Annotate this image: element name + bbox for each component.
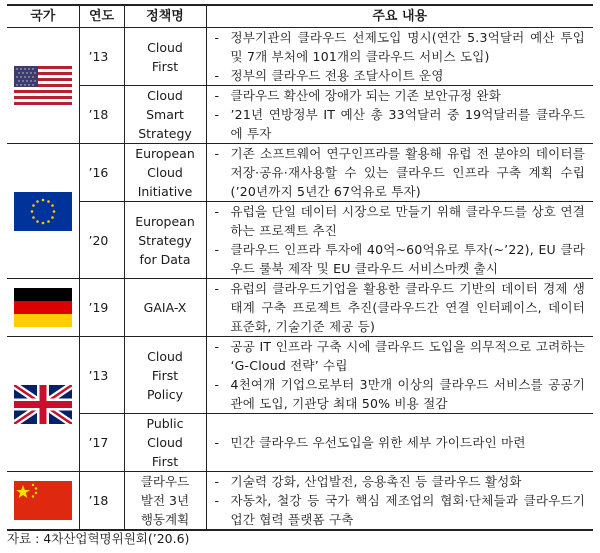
policy-cell bbox=[124, 202, 206, 279]
item-text: 기존 소프트웨어 연구인프라를 활용해 유럽 전 분야의 데이터를 저장·공유·재사용할 수 있는 클라우드 인프라 구축 계획 수립(’20년까지 5년간 67억유로 투자) bbox=[230, 146, 585, 199]
table-row bbox=[7, 472, 593, 531]
item-text: 민간 클라우드 우선도입을 위한 세부 가이드라인 마련 bbox=[230, 435, 526, 450]
item-text: ’21년 연방정부 IT 예산 총 33억달러 중 19억달러를 클라우드에 투자 bbox=[230, 107, 585, 141]
table-row bbox=[7, 279, 593, 337]
table-row bbox=[7, 144, 593, 202]
item-text: 클라우드 확산에 장애가 되는 기존 보안규정 완화 bbox=[230, 88, 502, 103]
policy-line: European bbox=[135, 213, 195, 229]
item-text: 클라우드 인프라 투자에 40억~60억유로 투자(~’22), EU 클라우드 룰북 제작 및 EU 클라우드 서비스마켓 출시 bbox=[230, 242, 585, 276]
policy-line: 클라우드 bbox=[140, 474, 190, 489]
bullet: - bbox=[214, 204, 220, 219]
bullet: - bbox=[214, 474, 220, 489]
policy-cell bbox=[124, 144, 206, 202]
bullet: - bbox=[214, 339, 220, 354]
policy-line: Strategy bbox=[138, 126, 192, 141]
list-item bbox=[215, 472, 586, 491]
eu-flag-icon bbox=[14, 192, 72, 231]
policy-line: Strategy bbox=[138, 232, 192, 248]
content-cell bbox=[206, 337, 593, 414]
policy-table bbox=[7, 4, 593, 531]
bullet: - bbox=[214, 68, 220, 83]
source-caption: 자료 : 4차산업혁명위원회(’20.6) bbox=[7, 531, 190, 546]
policy-cell bbox=[124, 472, 206, 531]
policy-line: Cloud bbox=[147, 39, 183, 55]
policy-line: Policy bbox=[147, 386, 183, 402]
header-policy: 정책명 bbox=[124, 5, 206, 28]
policy-line: 발전 3년 bbox=[140, 493, 190, 508]
item-text: 4천여개 기업으로부터 3만개 이상의 클라우드 서비스를 공공기관에 도입, 기관당 최대 50% 비용 절감 bbox=[230, 377, 585, 411]
item-text: 정부기관의 클라우드 선제도입 명시(연간 5.3억달러 예산 투입 및 7개 부처에 101개의 클라우드 서비스 도입) bbox=[230, 30, 585, 64]
policy-cell bbox=[124, 279, 206, 337]
bullet: - bbox=[214, 435, 220, 450]
policy-line: Cloud bbox=[147, 435, 183, 450]
list-item bbox=[215, 491, 586, 529]
policy-line: Smart bbox=[146, 107, 184, 122]
content-cell bbox=[206, 86, 593, 144]
cn-flag-icon bbox=[14, 481, 72, 520]
country-cell-eu bbox=[7, 144, 79, 279]
list-item bbox=[215, 240, 586, 278]
year-cell: ’19 bbox=[79, 279, 124, 337]
list-item bbox=[215, 202, 586, 240]
list-item bbox=[215, 86, 586, 105]
bullet: - bbox=[214, 493, 220, 508]
policy-line: European bbox=[135, 146, 195, 161]
policy-cell bbox=[124, 86, 206, 144]
header-year: 연도 bbox=[79, 5, 124, 28]
content-cell bbox=[206, 202, 593, 279]
uk-flag-icon bbox=[14, 385, 72, 424]
year-cell: ’13 bbox=[79, 337, 124, 414]
item-text: 자동차, 철강 등 국가 핵심 제조업의 협회·단체들과 클라우드기업간 협력 플랫폼 구축 bbox=[230, 493, 585, 527]
item-text: 공공 IT 인프라 구축 시에 클라우드 도입을 의무적으로 고려하는 ‘G-Cloud 전략’ 수립 bbox=[230, 339, 585, 373]
policy-line: 행동계획 bbox=[140, 512, 190, 527]
policy-cell bbox=[124, 28, 206, 86]
content-cell bbox=[206, 144, 593, 202]
bullet: - bbox=[214, 377, 220, 392]
policy-line: Cloud bbox=[147, 88, 183, 103]
bullet: - bbox=[214, 30, 220, 45]
bullet: - bbox=[214, 281, 220, 296]
list-item bbox=[215, 28, 586, 66]
content-cell bbox=[206, 414, 593, 472]
policy-line: First bbox=[151, 367, 179, 383]
item-text: 유럽을 단일 데이터 시장으로 만들기 위해 클라우드를 상호 연결하는 프로젝트 추진 bbox=[230, 204, 585, 238]
policy-line: for Data bbox=[139, 251, 191, 267]
country-cell-us bbox=[7, 28, 79, 144]
year-cell: ’17 bbox=[79, 414, 124, 472]
year-cell: ’20 bbox=[79, 202, 124, 279]
table-row bbox=[7, 202, 593, 279]
bullet: - bbox=[214, 107, 220, 122]
item-text: 정부의 클라우드 전용 조달사이트 운영 bbox=[230, 68, 444, 83]
list-item bbox=[215, 279, 586, 336]
header-row bbox=[7, 5, 593, 28]
policy-line: Public bbox=[146, 416, 184, 431]
policy-line: Cloud bbox=[147, 165, 183, 180]
list-item bbox=[215, 66, 586, 85]
year-cell: ’13 bbox=[79, 28, 124, 86]
header-content: 주요 내용 bbox=[206, 5, 593, 28]
list-item bbox=[215, 375, 586, 413]
country-cell-uk bbox=[7, 337, 79, 472]
policy-line: First bbox=[151, 454, 179, 469]
policy-line: GAIA-X bbox=[143, 300, 187, 315]
bullet: - bbox=[214, 146, 220, 161]
item-text: 유럽의 클라우드기업을 활용한 클라우드 기반의 데이터 경제 생태계 구축 프로젝트 추진(클라우드간 연결 인터페이스, 데이터 표준화, 기술기준 제공 등) bbox=[230, 281, 585, 334]
content-cell bbox=[206, 472, 593, 531]
table-row bbox=[7, 414, 593, 472]
list-item bbox=[215, 144, 586, 201]
policy-cell bbox=[124, 337, 206, 414]
de-flag-icon bbox=[14, 288, 72, 327]
table-row bbox=[7, 28, 593, 86]
table-row bbox=[7, 86, 593, 144]
list-item bbox=[215, 105, 586, 143]
policy-line: First bbox=[151, 58, 179, 74]
content-cell bbox=[206, 28, 593, 86]
year-cell: ’18 bbox=[79, 472, 124, 531]
table-row bbox=[7, 337, 593, 414]
policy-line: Initiative bbox=[137, 184, 193, 199]
item-text: 기술력 강화, 산업발전, 응용촉진 등 클라우드 활성화 bbox=[230, 474, 522, 489]
year-cell: ’16 bbox=[79, 144, 124, 202]
content-cell bbox=[206, 279, 593, 337]
country-cell-cn bbox=[7, 472, 79, 531]
policy-cell bbox=[124, 414, 206, 472]
us-flag-icon bbox=[14, 66, 72, 105]
bullet: - bbox=[214, 242, 220, 257]
header-country: 국가 bbox=[7, 5, 79, 28]
policy-line: Cloud bbox=[147, 348, 183, 364]
year-cell: ’18 bbox=[79, 86, 124, 144]
country-cell-de bbox=[7, 279, 79, 337]
bullet: - bbox=[214, 88, 220, 103]
list-item bbox=[215, 337, 586, 375]
list-item bbox=[215, 433, 586, 452]
